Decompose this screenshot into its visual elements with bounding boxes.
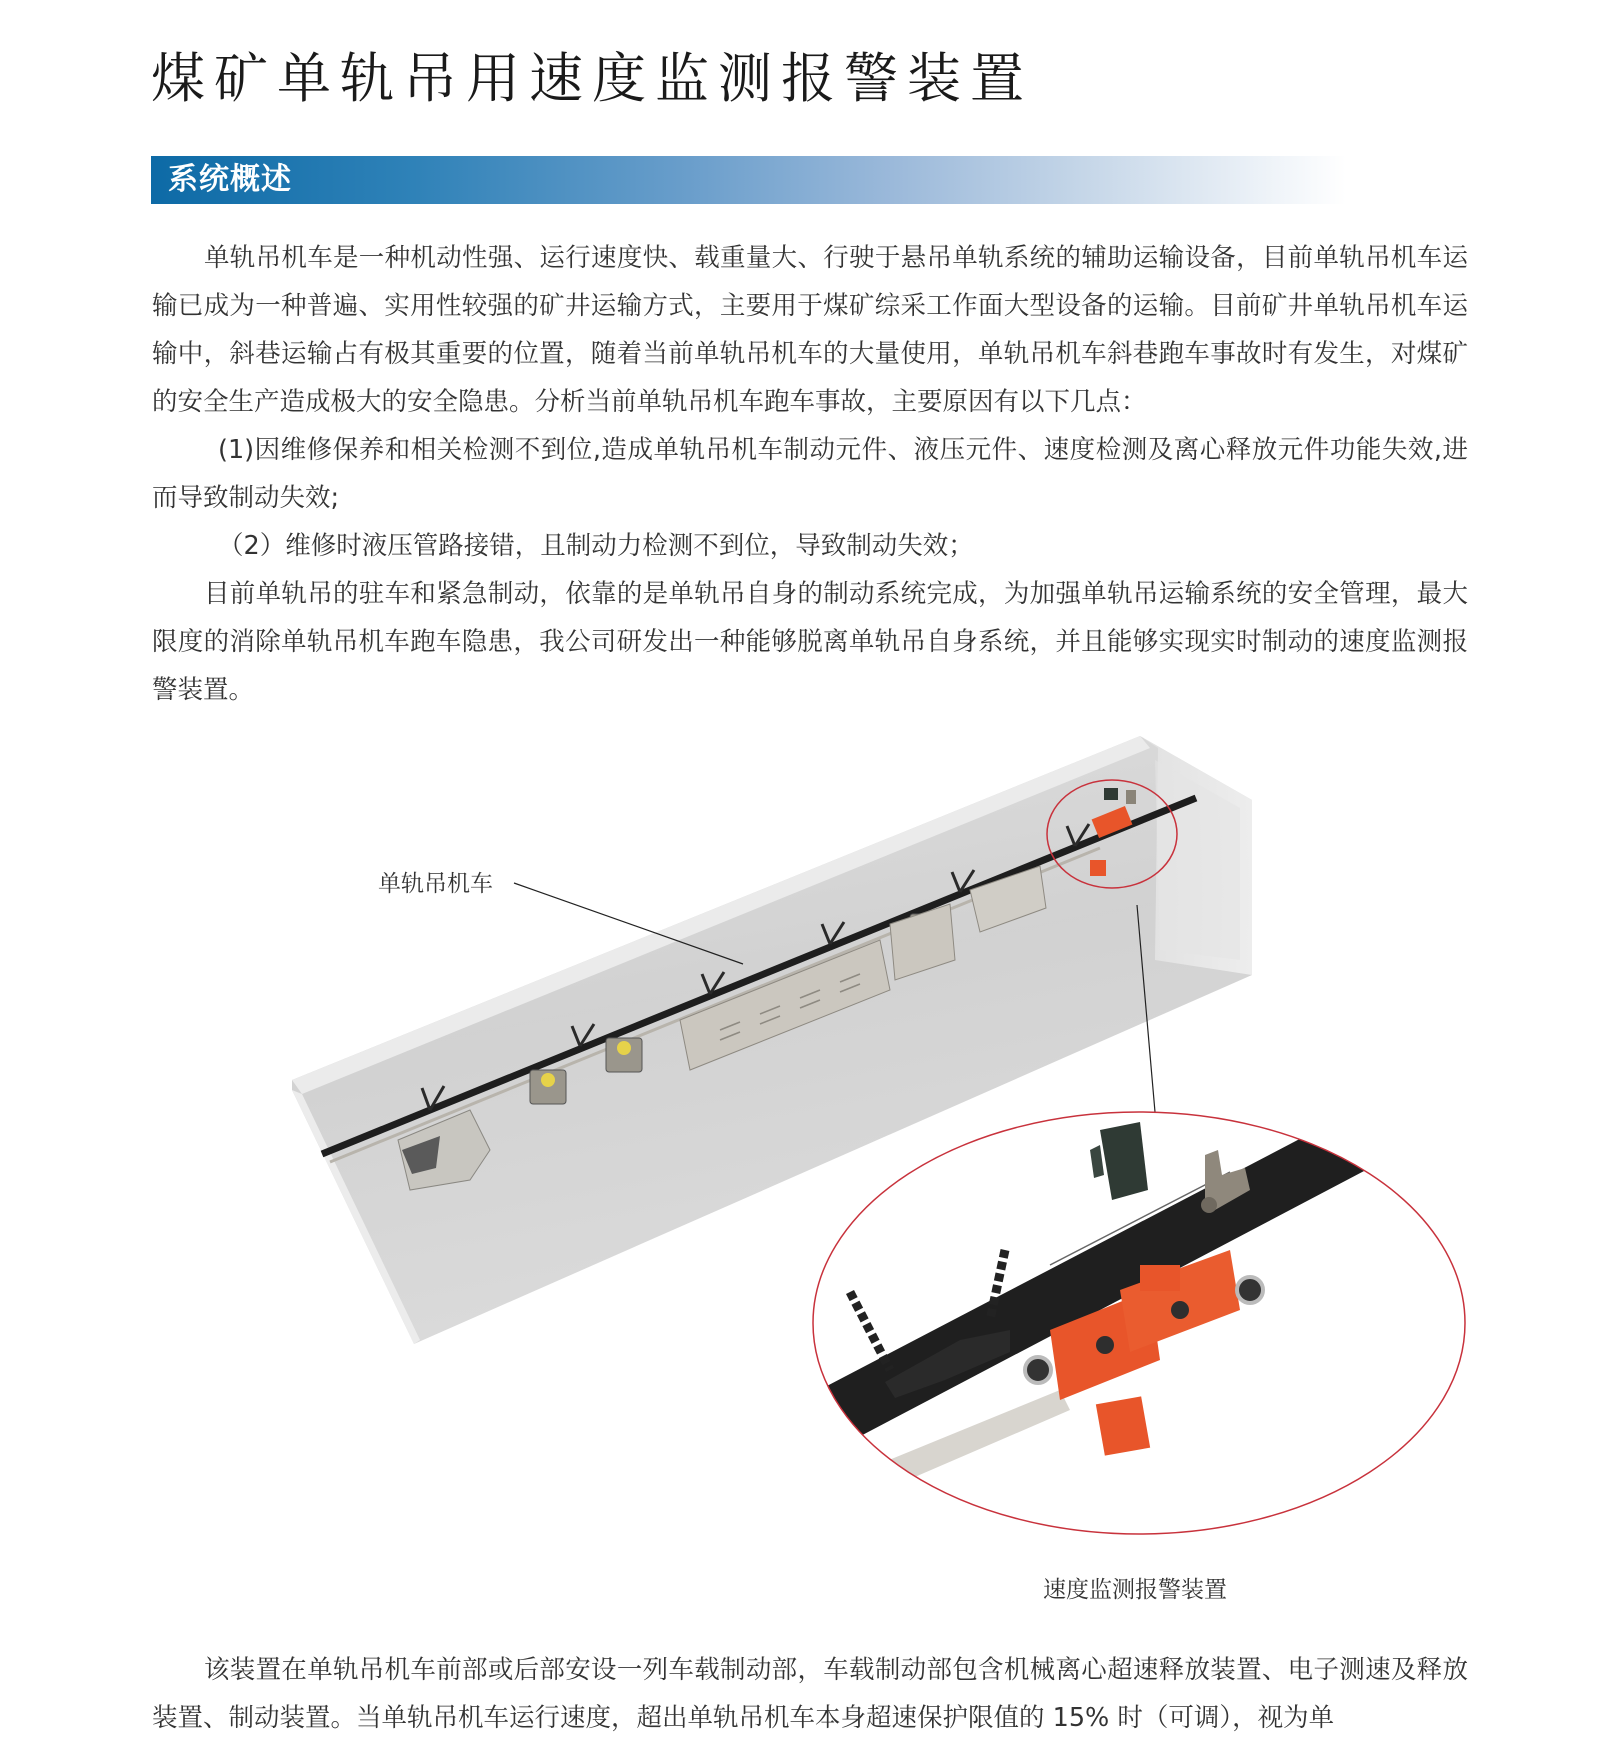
paragraph-reason-2: （2）维修时液压管路接错，且制动力检测不到位，导致制动失效； xyxy=(218,531,974,561)
section-heading: 系统概述 xyxy=(168,162,292,197)
label-speed-alarm-device: 速度监测报警装置 xyxy=(1043,1577,1227,1603)
paragraph-solution: 目前单轨吊的驻车和紧急制动，依靠的是单轨吊自身的制动系统完成，为加强单轨吊运输系统的安全管理，最大限度的消除单轨吊机车跑车隐患，我公司研发出一种能够脱离单轨吊自身系统，并且能够实现实时制动的速度监测报警装置。 xyxy=(152,579,1468,705)
paragraph-device-description: 该装置在单轨吊机车前部或后部安设一列车载制动部，车载制动部包含机械离心超速释放装置、电子测速及释放装置、制动装置。当单轨吊机车运行速度，超出单轨吊机车本身超速保护限值的 15% 时（可调），视为单 xyxy=(152,1655,1468,1733)
after-figure-text-block xyxy=(152,1646,1468,1742)
paragraph-intro: 单轨吊机车是一种机动性强、运行速度快、载重量大、行驶于悬吊单轨系统的辅助运输设备，目前单轨吊机车运输已成为一种普遍、实用性较强的矿井运输方式，主要用于煤矿综采工作面大型设备的运输。目前矿井单轨吊机车运输中，斜巷运输占有极其重要的位置，随着当前单轨吊机车的大量使用，单轨吊机车斜巷跑车事故时有发生，对煤矿的安全生产造成极大的安全隐患。分析当前单轨吊机车跑车事故，主要原因有以下几点： xyxy=(152,243,1468,417)
paragraph-reason-1: (1)因维修保养和相关检测不到位,造成单轨吊机车制动元件、液压元件、速度检测及离心释放元件功能失效,进而导致制动失效; xyxy=(152,435,1468,513)
page-title: 煤矿单轨吊用速度监测报警装置 xyxy=(151,47,1033,110)
monorail-tunnel-illustration xyxy=(0,700,1610,1600)
system-figure xyxy=(0,700,1610,1603)
intro-text-block xyxy=(152,234,1468,714)
label-locomotive: 单轨吊机车 xyxy=(378,871,493,897)
section-banner xyxy=(151,156,1346,204)
